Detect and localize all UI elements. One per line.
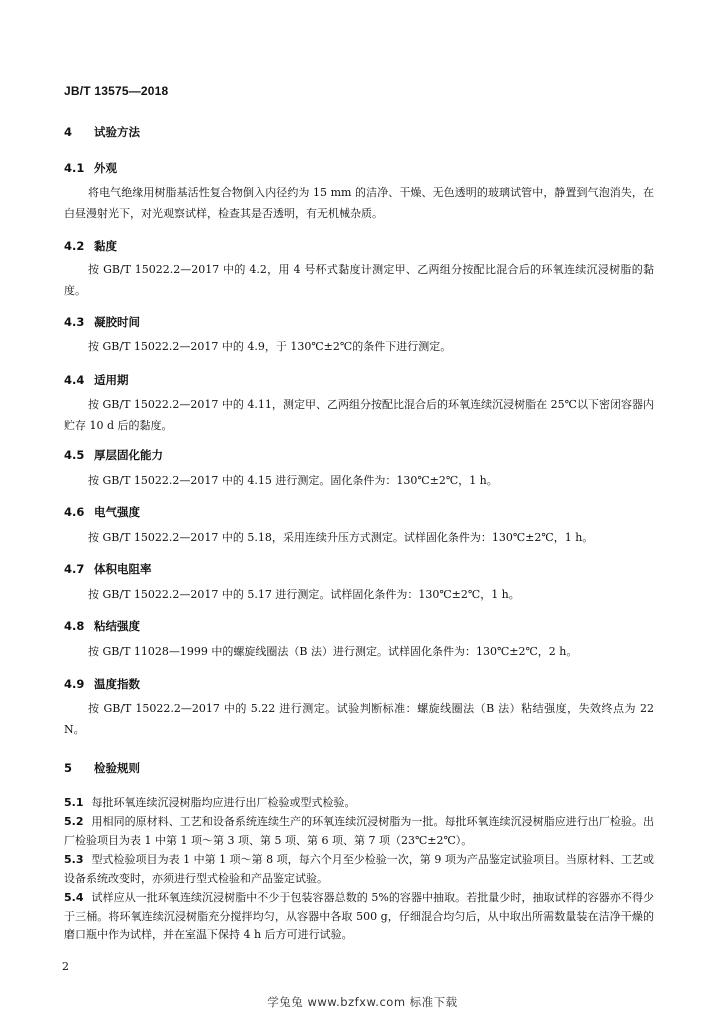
clause-5-1 [64, 794, 654, 813]
clause-4-4-heading [64, 372, 129, 388]
clause-4-5-heading [64, 447, 163, 463]
section-title: 检验规则 [94, 761, 140, 775]
clause-4-5-text: 按 GB/T 15022.2—2017 中的 4.15 进行测定。固化条件为：130℃±2℃，1 h。 [88, 474, 498, 487]
clause-number: 5.2 [64, 815, 84, 828]
clause-4-9-heading [64, 676, 140, 692]
clause-title: 电气强度 [94, 505, 140, 519]
clause-4-4-text: 按 GB/T 15022.2—2017 中的 4.11，测定甲、乙两组分按配比混合后的环氧连续沉浸树脂在 25℃以下密闭容器内贮存 10 d 后的黏度。 [64, 398, 654, 432]
section-4-heading [64, 124, 140, 140]
document-code: JB/T 13575—2018 [64, 84, 169, 98]
clause-text: 型式检验项目为表 1 中第 1 项～第 8 项，每六个月至少检验一次，第 9 项为产品鉴定试验项目。当原材料、工艺或设备系统改变时，亦须进行型式检验和产品鉴定试验。 [64, 853, 654, 885]
clause-text: 试样应从一批环氧连续沉浸树脂中不少于包装容器总数的 5%的容器中抽取。若批量少时，抽取试样的容器亦不得少于三桶。将环氧连续沉浸树脂充分搅拌均匀，从容器中各取 500 g，仔细混合均匀后，从中取出所需数量装在洁净干燥的磨口瓶中作为试样，并在室温下保持 4 h 后方可进行试验。 [64, 891, 654, 941]
clause-number: 4.5 [64, 448, 85, 462]
clause-4-2-heading [64, 238, 117, 254]
section-title: 试验方法 [94, 125, 140, 139]
clause-text: 每批环氧连续沉浸树脂均应进行出厂检验或型式检验。 [91, 796, 356, 809]
section-number: 4 [64, 125, 73, 139]
section-number: 5 [64, 761, 73, 775]
clause-title: 厚层固化能力 [94, 448, 163, 462]
clause-number: 5.3 [64, 853, 84, 866]
clause-4-1-heading [64, 160, 117, 176]
clause-4-6-heading [64, 504, 140, 520]
clause-number: 5.1 [64, 796, 84, 809]
clause-title: 黏度 [94, 239, 117, 253]
clause-title: 外观 [94, 161, 117, 175]
clause-4-8-heading [64, 618, 140, 634]
clause-number: 4.2 [64, 239, 85, 253]
clause-title: 凝胶时间 [94, 315, 140, 329]
clause-number: 4.3 [64, 315, 85, 329]
clause-4-7-heading [64, 561, 152, 577]
clause-4-3-text: 按 GB/T 15022.2—2017 中的 4.9，于 130℃±2℃的条件下进行测定。 [88, 340, 452, 353]
clause-title: 温度指数 [94, 677, 140, 691]
clause-number: 4.4 [64, 373, 85, 387]
clause-title: 体积电阻率 [94, 562, 152, 576]
clause-4-9-text: 按 GB/T 15022.2—2017 中的 5.22 进行测定。试验判断标准：螺旋线圈法（B 法）粘结强度，失效终点为 22 N。 [64, 702, 654, 736]
clause-number: 5.4 [64, 891, 84, 904]
clause-number: 4.7 [64, 562, 85, 576]
clause-5-2 [64, 813, 654, 850]
clause-4-7-text: 按 GB/T 15022.2—2017 中的 5.17 进行测定。试样固化条件为：130℃±2℃，1 h。 [88, 588, 520, 601]
clause-number: 4.9 [64, 677, 85, 691]
clause-5-3 [64, 851, 654, 888]
clause-4-2-text: 按 GB/T 15022.2—2017 中的 4.2，用 4 号杯式黏度计测定甲、乙两组分按配比混合后的环氧连续沉浸树脂的黏度。 [64, 263, 654, 297]
section-5-heading [64, 760, 140, 776]
clause-number: 4.1 [64, 161, 85, 175]
clause-4-1-text: 将电气绝缘用树脂基活性复合物倒入内径约为 15 mm 的洁净、干燥、无色透明的玻璃试管中，静置到气泡消失，在白昼漫射光下，对光观察试样，检查其是否透明，有无机械杂质。 [64, 186, 654, 220]
clause-text: 用相同的原材料、工艺和设备系统连续生产的环氧连续沉浸树脂为一批。每批环氧连续沉浸树脂应进行出厂检验。出厂检验项目为表 1 中第 1 项～第 3 项、第 5 项、第 6 项、第 7 项（23℃±2℃）。 [64, 815, 654, 847]
clause-4-3-heading [64, 314, 140, 330]
clause-number: 4.6 [64, 505, 85, 519]
clause-number: 4.8 [64, 619, 85, 633]
clause-5-4 [64, 889, 654, 945]
clause-4-8-text: 按 GB/T 11028—1999 中的螺旋线圈法（B 法）进行测定。试样固化条件为：130℃±2℃，2 h。 [88, 645, 578, 658]
clause-title: 粘结强度 [94, 619, 140, 633]
page-number: 2 [62, 960, 69, 973]
clause-4-6-text: 按 GB/T 15022.2—2017 中的 5.18，采用连续升压方式测定。试样固化条件为：130℃±2℃，1 h。 [88, 531, 594, 544]
footer-watermark: 学兔兔 www.bzfxw.com 标准下载 [267, 995, 458, 1009]
clause-title: 适用期 [94, 373, 129, 387]
